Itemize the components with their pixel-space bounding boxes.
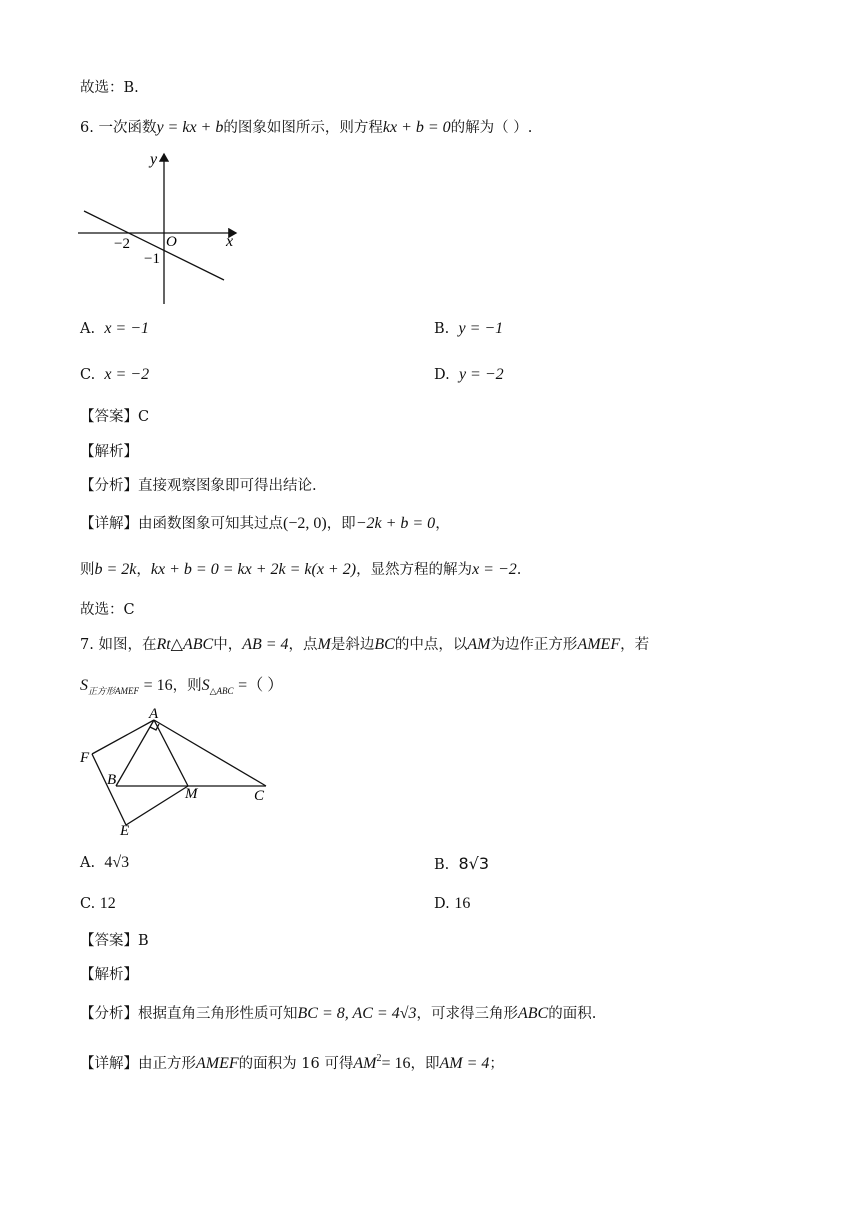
q7-text: =（ ） [238, 677, 284, 694]
q6-function: y = kx + b [156, 119, 224, 136]
label-e: E [120, 823, 130, 839]
q7-text: 是斜边 [330, 637, 375, 653]
option-letter: D. [434, 896, 450, 912]
q7-answer [80, 929, 149, 950]
previous-answer: 故选：B. [80, 80, 139, 96]
q7-option-a[interactable] [80, 854, 129, 872]
point: (−2, 0) [283, 515, 327, 532]
option-letter: A. [80, 855, 96, 871]
x-intercept-label: −2 [114, 236, 130, 252]
q7-text: 中， [213, 637, 243, 653]
option-letter: B. [434, 321, 450, 337]
option-value: x = −2 [104, 366, 150, 383]
q7-stem [80, 633, 649, 654]
fenxi-text: 直接观察图象即可得出结论. [138, 478, 317, 494]
y-axis-label: y [150, 151, 158, 168]
fenxi-text: ，可求得三角形 [416, 1006, 518, 1022]
label-b: B [107, 772, 117, 788]
detail-text: 由正方形 [138, 1056, 196, 1072]
q6-option-d[interactable] [434, 366, 504, 384]
origin-label: O [166, 234, 177, 250]
q7-figure [76, 704, 276, 840]
q6-graph [76, 146, 246, 306]
b-equation: b = 2k [94, 561, 137, 578]
detail-text: ， [435, 516, 450, 532]
option-letter: D. [434, 367, 450, 383]
q6-stem-text: 的图象如图所示，则方程 [223, 120, 383, 136]
q7-analysis-label: 【解析】 [80, 967, 138, 983]
option-value: 16 [454, 895, 471, 912]
q7-text: ，点 [288, 637, 318, 653]
q7-stem-2 [80, 672, 283, 695]
label-m: M [185, 786, 198, 802]
q7-option-d[interactable] [434, 895, 470, 913]
fenxi-label: 【分析】 [80, 478, 138, 494]
fenxi-math: BC = 8, AC = 4√3 [297, 1005, 417, 1022]
option-value: x = −1 [104, 320, 150, 337]
fenxi-math: ABC [517, 1005, 549, 1022]
x-axis-label: x [226, 233, 234, 250]
q6-final: 故选：C [80, 602, 135, 618]
detail-text: 的面积为 16 可得 [238, 1056, 354, 1072]
q6-number: 6. [80, 120, 94, 136]
q6-analysis-label: 【解析】 [80, 444, 138, 460]
detail-equation: −2k + b = 0 [355, 515, 436, 532]
solution: x = −2 [472, 561, 517, 578]
q6-answer [80, 405, 149, 426]
q7-text: 为边作正方形 [490, 637, 578, 653]
answer-label: 【答案】 [80, 409, 138, 425]
option-letter: C. [80, 896, 96, 912]
area-subscript: 正方形AMEF [88, 686, 139, 696]
detail-text: . [516, 562, 522, 578]
fenxi-label: 【分析】 [80, 1006, 138, 1022]
answer-value: C [138, 409, 150, 425]
q7-option-b[interactable] [434, 854, 489, 873]
xiangjie-label: 【详解】 [80, 516, 138, 532]
detail-text: 则 [80, 562, 95, 578]
detail-math: AM = 4 [439, 1055, 490, 1072]
area-symbol: S [80, 677, 88, 694]
q7-math: AM [467, 636, 491, 653]
area-symbol: S [201, 677, 210, 694]
detail-math: = 16 [381, 1055, 411, 1072]
option-value: 8√3 [458, 854, 490, 873]
detail-text: ，即 [410, 1056, 440, 1072]
label-a: A [149, 706, 159, 722]
q7-math: BC [374, 636, 395, 653]
q7-math: M [317, 636, 331, 653]
y-intercept-label: −1 [144, 251, 160, 267]
superscript: 2 [376, 1053, 382, 1064]
option-value: y = −1 [458, 320, 504, 337]
option-value: y = −2 [458, 366, 504, 383]
q7-text: ，则 [172, 678, 202, 694]
q7-number: 7. [80, 637, 94, 653]
detail-text: ，显然方程的解为 [356, 562, 473, 578]
q7-math: = 16 [143, 677, 173, 694]
q6-option-a[interactable] [80, 320, 149, 338]
detail-text: ，即 [326, 516, 356, 532]
detail-text: 由函数图象可知其过点 [138, 516, 283, 532]
detail-math: AM [353, 1055, 377, 1072]
option-letter: C. [80, 367, 96, 383]
q7-text: 的中点，以 [394, 637, 468, 653]
q6-option-b[interactable] [434, 320, 503, 338]
q6-stem [80, 116, 532, 137]
fenxi-text: 的面积. [548, 1006, 597, 1022]
q7-detail [80, 1052, 504, 1073]
label-f: F [80, 750, 90, 766]
q6-equation: kx + b = 0 [382, 119, 451, 136]
detail-text: ； [489, 1056, 504, 1072]
answer-value: B [138, 933, 149, 949]
area-subscript: △ABC [209, 686, 234, 696]
q7-math: Rt△ABC [156, 636, 214, 653]
q7-option-c[interactable] [80, 895, 116, 913]
q6-option-c[interactable] [80, 366, 149, 384]
q6-detail [80, 512, 450, 533]
q6-fenxi [80, 474, 317, 495]
answer-label: 【答案】 [80, 933, 138, 949]
label-c: C [254, 788, 265, 804]
option-letter: B. [434, 857, 450, 873]
xiangjie-label: 【详解】 [80, 1056, 138, 1072]
q7-text: ，若 [620, 637, 650, 653]
q7-text: 如图，在 [98, 637, 157, 653]
q6-stem-text: 的解为（ ）. [450, 120, 533, 136]
q6-stem-text: 一次函数 [98, 120, 157, 136]
q7-fenxi [80, 1002, 596, 1023]
detail-text: ， [136, 562, 151, 578]
option-letter: A. [80, 321, 96, 337]
chain-equation: kx + b = 0 = kx + 2k = k(x + 2) [150, 561, 357, 578]
q7-math: AMEF [577, 636, 621, 653]
option-value: 12 [99, 895, 116, 912]
detail-math: AMEF [196, 1055, 239, 1072]
option-value: 4√3 [104, 854, 130, 871]
fenxi-text: 根据直角三角形性质可知 [138, 1006, 298, 1022]
q7-math: AB = 4 [242, 636, 289, 653]
function-line [84, 211, 224, 280]
q6-derivation [80, 558, 521, 579]
